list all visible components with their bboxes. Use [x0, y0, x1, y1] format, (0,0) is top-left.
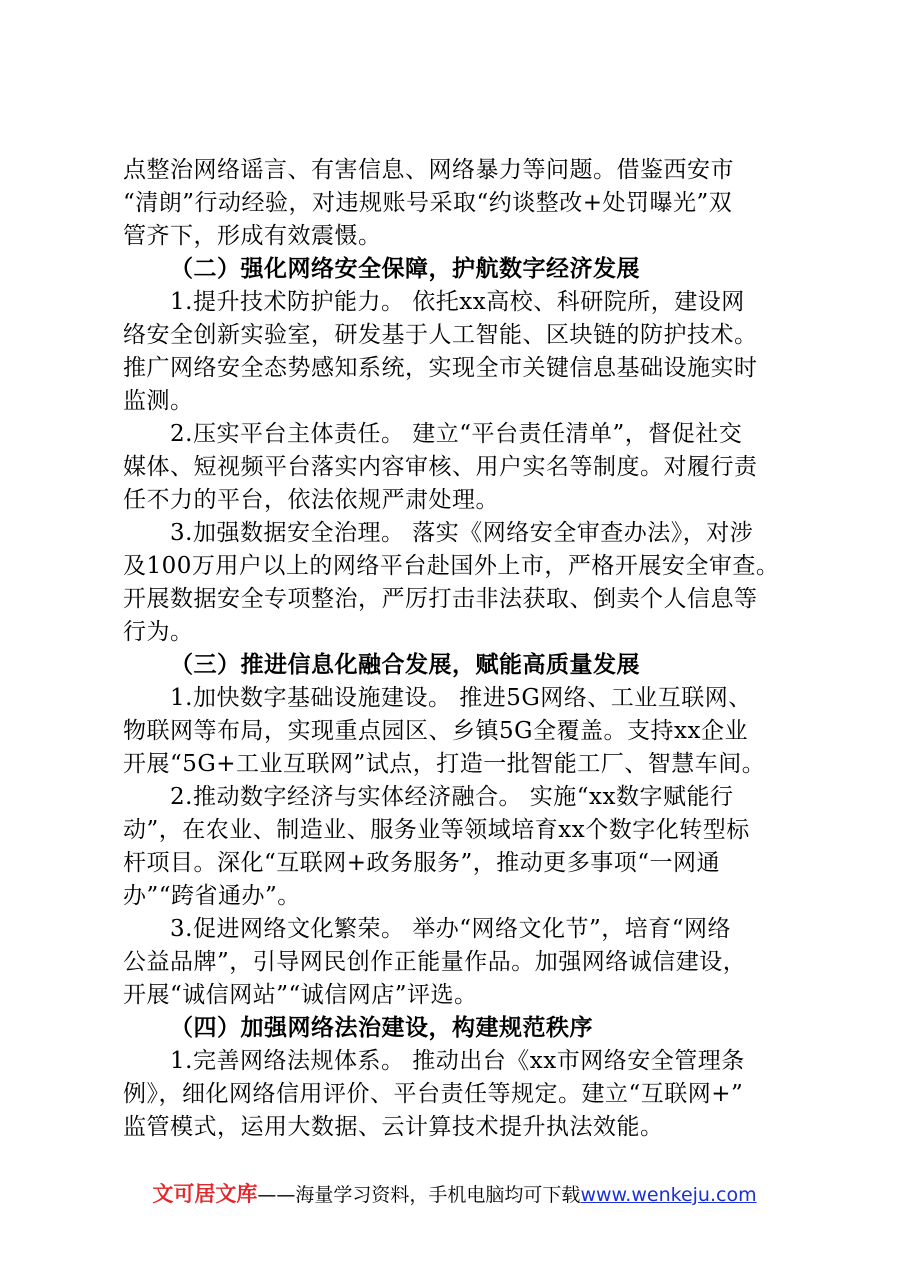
- paragraph-line: 办”“跨省通办”。: [123, 883, 301, 909]
- paragraph-line: 3.加强数据安全治理。 落实《网络安全审查办法》，对涉: [170, 520, 754, 546]
- footer-slogan: ——海量学习资料，手机电脑均可下载: [257, 1184, 581, 1206]
- paragraph-line: 开展“5G+工业互联网”试点，打造一批智能工厂、智慧车间。: [123, 751, 766, 777]
- footer-site-link[interactable]: www.wenkeju.com: [580, 1184, 757, 1206]
- paragraph-line: 1.完善网络法规体系。 推动出台《xx市网络安全管理条: [170, 1048, 745, 1074]
- paragraph-line: 2.压实平台主体责任。 建立“平台责任清单”，督促社交: [170, 421, 743, 447]
- footer-brand: 文可居文库: [152, 1182, 258, 1206]
- paragraph-line: 例》，细化网络信用评价、平台责任等规定。建立“互联网+”: [123, 1081, 744, 1107]
- paragraph-line: 动”，在农业、制造业、服务业等领域培育xx个数字化转型标: [123, 817, 750, 843]
- footer-banner: [0, 1180, 909, 1209]
- paragraph-line: 公益品牌”，引导网民创作正能量作品。加强网络诚信建设，: [123, 949, 747, 975]
- section-heading: （二）强化网络安全保障，护航数字经济发展: [170, 255, 640, 282]
- paragraph-line: 任不力的平台，依法依规严肃处理。: [123, 487, 499, 513]
- paragraph-line: 行为。: [123, 619, 194, 645]
- section-heading: （三）推进信息化融合发展，赋能高质量发展: [170, 651, 640, 678]
- paragraph-line: 2.推动数字经济与实体经济融合。 实施“xx数字赋能行: [170, 784, 734, 810]
- paragraph-line: 点整治网络谣言、有害信息、网络暴力等问题。借鉴西安市: [123, 157, 734, 183]
- paragraph-line: “清朗”行动经验，对违规账号采取“约谈整改+处罚曝光”双: [123, 190, 733, 216]
- paragraph-line: 3.促进网络文化繁荣。 举办“网络文化节”，培育“网络: [170, 916, 732, 942]
- paragraph-line: 媒体、短视频平台落实内容审核、用户实名等制度。对履行责: [123, 454, 758, 480]
- paragraph-line: 监管模式，运用大数据、云计算技术提升执法效能。: [123, 1114, 664, 1140]
- paragraph-line: 物联网等布局，实现重点园区、乡镇5G全覆盖。支持xx企业: [123, 718, 748, 744]
- paragraph-line: 开展“诚信网站”“诚信网店”评选。: [123, 982, 478, 1008]
- paragraph-line: 及100万用户以上的网络平台赴国外上市，严格开展安全审查。: [123, 553, 780, 579]
- paragraph-line: 1.加快数字基础设施建设。 推进5G网络、工业互联网、: [170, 685, 752, 711]
- paragraph-line: 管齐下，形成有效震慑。: [123, 223, 382, 249]
- paragraph-line: 推广网络安全态势感知系统，实现全市关键信息基础设施实时: [123, 355, 758, 381]
- paragraph-line: 监测。: [123, 388, 194, 414]
- paragraph-line: 杆项目。深化“互联网+政务服务”，推动更多事项“一网通: [123, 850, 721, 876]
- paragraph-line: 1.提升技术防护能力。 依托xx高校、科研院所，建设网: [170, 289, 745, 315]
- paragraph-line: 络安全创新实验室，研发基于人工智能、区块链的防护技术。: [123, 322, 758, 348]
- paragraph-line: 开展数据安全专项整治，严厉打击非法获取、倒卖个人信息等: [123, 586, 758, 612]
- section-heading: （四）加强网络法治建设，构建规范秩序: [170, 1014, 593, 1041]
